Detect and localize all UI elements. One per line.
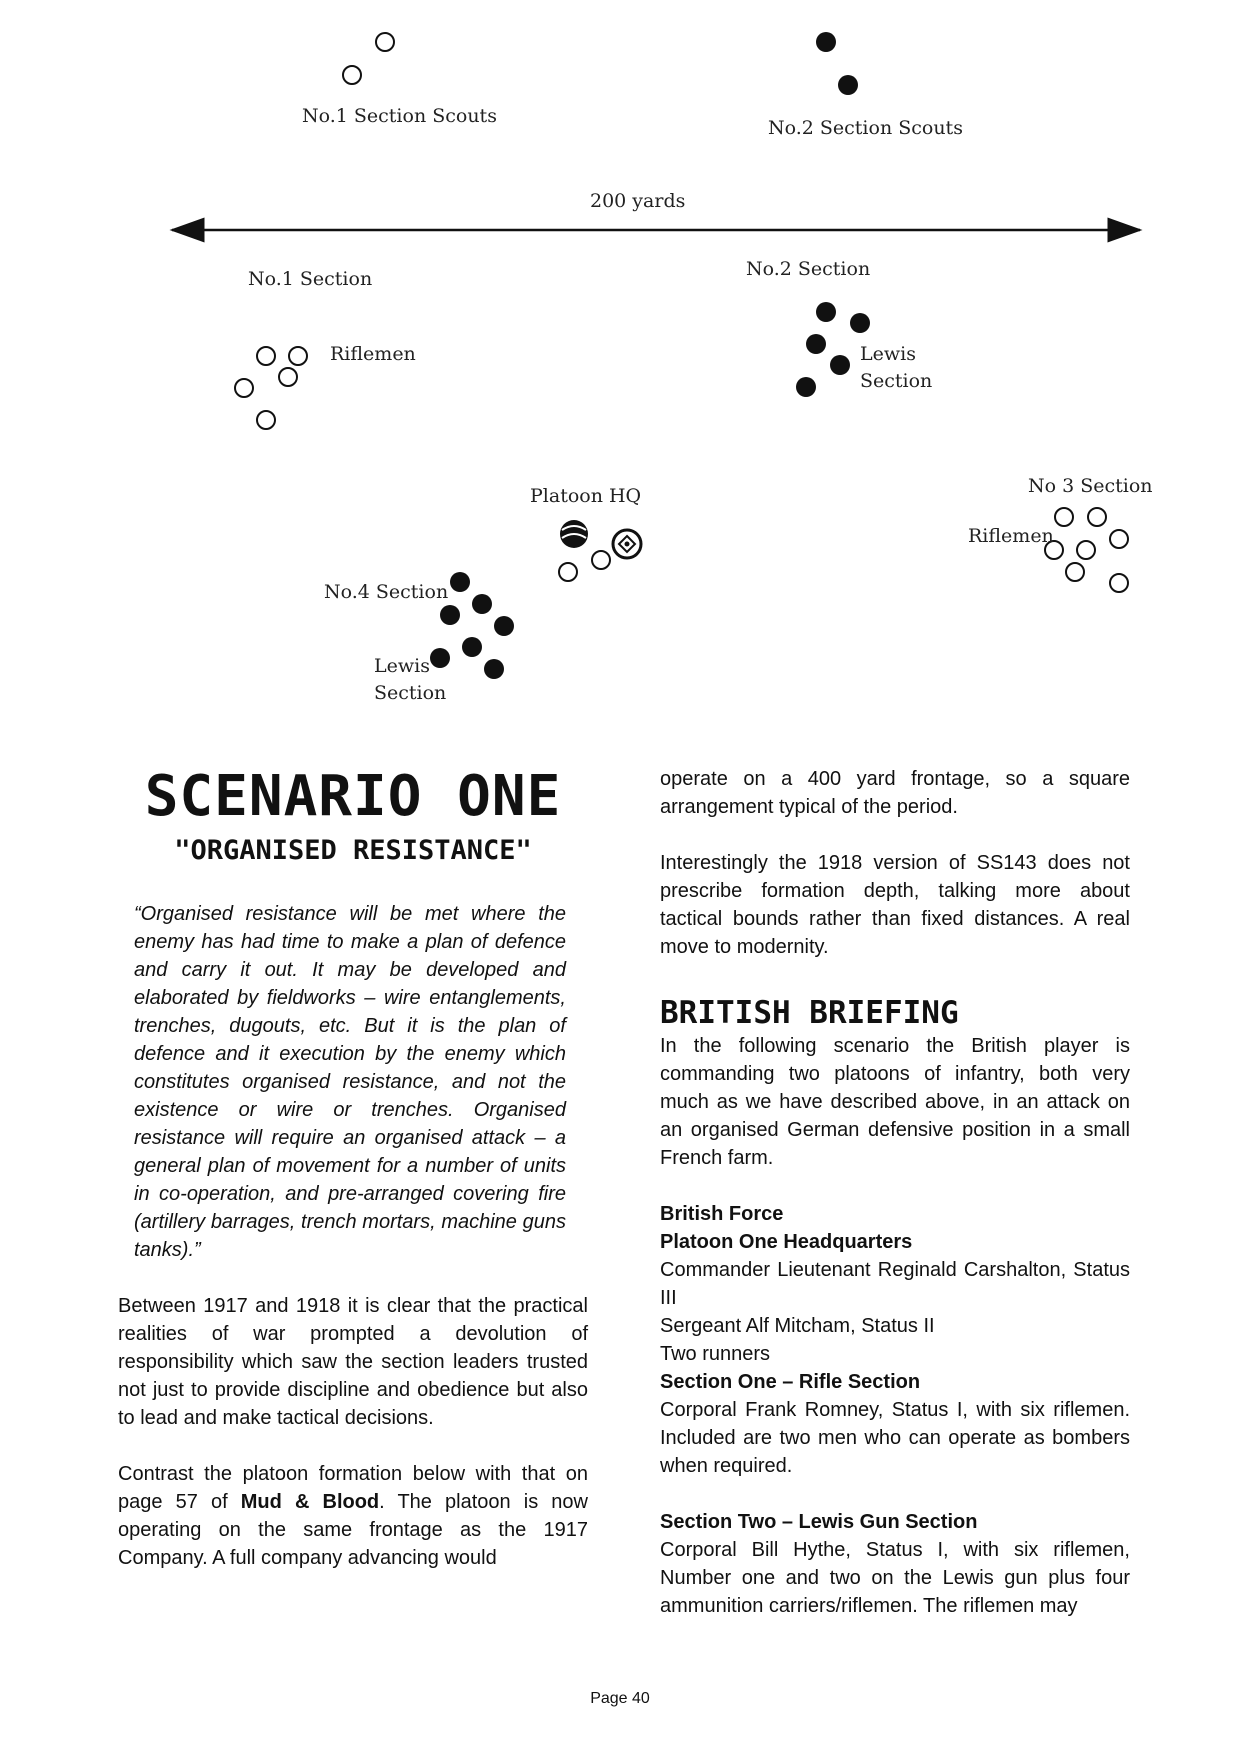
paragraph-text: . The platoon is now operating on the same frontage as the 1917 Company. A full company advancing would — [118, 1491, 588, 1570]
soldier-marker — [830, 355, 850, 375]
soldier-marker — [1077, 541, 1095, 559]
section-two-text: Corporal Bill Hythe, Status I, with six riflemen, Number one and two on the Lewis gun plus four ammunition carriers/riflemen. The riflemen may — [660, 1539, 1130, 1618]
soldier-marker — [343, 66, 361, 84]
soldier-marker — [494, 616, 514, 636]
sergeant-line: Sergeant Alf Mitcham, Status II — [660, 1315, 935, 1338]
soldier-marker — [559, 563, 577, 581]
force-title: British Force — [660, 1203, 784, 1226]
paragraph: Interestingly the 1918 version of SS143 does not prescribe formation depth, talking more about tactical bounds rather than fixed distances. A real move to modernity. — [660, 852, 1130, 958]
soldier-marker — [376, 33, 394, 51]
runners-line: Two runners — [660, 1343, 771, 1366]
soldier-marker — [472, 594, 492, 614]
soldier-marker — [806, 334, 826, 354]
scenario-title: SCENARIO ONE — [144, 764, 562, 829]
soldier-marker — [430, 648, 450, 668]
paragraph-text: Contrast the platoon formation below with that on page 57 of — [118, 1463, 588, 1514]
officer-marker — [560, 520, 588, 548]
soldier-marker — [440, 605, 460, 625]
riflemen1-label: Riflemen — [330, 343, 416, 365]
lewis-section-label: Lewis — [374, 655, 430, 677]
lewis-section-label: Lewis — [860, 343, 916, 365]
distance-label: 200 yards — [590, 190, 686, 212]
soldier-marker — [796, 377, 816, 397]
right-column — [660, 765, 1130, 1620]
soldier-marker — [838, 75, 858, 95]
paragraph: In the following scenario the British player is commanding two platoons of infantry, both very much as we have described above, in an attack on an organised German defensive position in a small French farm. — [660, 1035, 1130, 1170]
soldier-marker — [1088, 508, 1106, 526]
scouts2-label: No.2 Section Scouts — [768, 117, 963, 139]
riflemen3-label: Riflemen — [968, 525, 1054, 547]
soldier-marker — [816, 32, 836, 52]
soldier-marker — [1110, 574, 1128, 592]
soldier-marker — [257, 411, 275, 429]
soldier-marker — [592, 551, 610, 569]
section2-label: No.2 Section — [746, 258, 871, 280]
soldier-marker — [257, 347, 275, 365]
formation-graphic — [0, 0, 1240, 730]
command-marker — [613, 530, 641, 558]
soldier-marker — [279, 368, 297, 386]
platoon-formation-diagram — [0, 0, 1240, 730]
quote-block: “Organised resistance will be met where the enemy has had time to make a plan of defence and carry it out. It may be developed and elaborated by fieldworks – wire entanglements, trenches, dugouts, etc. But it is the plan of defence and it execution by the enemy which constitutes organised resistance, and not the existence or wire or trenches. Organised resistance will require an organised attack – a general plan of movement for a number of units in co-operation, and pre-arranged covering fire (artillery barrages, trench mortars, machine guns tanks).” — [134, 903, 566, 1262]
scenario-subtitle: "ORGANISED RESISTANCE" — [174, 835, 532, 867]
paragraph: Between 1917 and 1918 it is clear that the practical realities of war prompted a devolution of responsibility which saw the section leaders trusted not just to provide discipline and obedience but also to lead and make tactical decisions. — [118, 1295, 588, 1430]
lewis-section-label: Section — [374, 682, 447, 704]
paragraph: operate on a 400 yard frontage, so a square arrangement typical of the period. — [660, 768, 1130, 818]
section-one-title: Section One – Rifle Section — [660, 1371, 921, 1394]
left-column — [118, 765, 588, 1600]
book-title: Mud & Blood — [240, 1491, 380, 1514]
soldier-marker — [235, 379, 253, 397]
soldier-marker — [1110, 530, 1128, 548]
soldier-marker — [850, 313, 870, 333]
section1-label: No.1 Section — [248, 268, 373, 290]
lewis-section-label: Section — [860, 370, 933, 392]
paragraph — [118, 1460, 588, 1572]
section3-label: No 3 Section — [1028, 475, 1153, 497]
section-one-text: Corporal Frank Romney, Status I, with six riflemen. Included are two men who can operate as bombers when required. — [660, 1399, 1130, 1478]
hq-title: Platoon One Headquarters — [660, 1231, 913, 1254]
soldier-marker — [484, 659, 504, 679]
page-number: Page 40 — [590, 1690, 650, 1707]
soldier-marker — [462, 637, 482, 657]
platoon-hq-label: Platoon HQ — [530, 485, 642, 507]
section4-label: No.4 Section — [324, 581, 449, 603]
soldier-marker — [289, 347, 307, 365]
commander-line: Commander Lieutenant Reginald Carshalton, Status III — [660, 1259, 1130, 1310]
soldier-marker — [450, 572, 470, 592]
soldier-marker — [816, 302, 836, 322]
soldier-marker — [1055, 508, 1073, 526]
scouts1-label: No.1 Section Scouts — [302, 105, 497, 127]
soldier-marker — [1066, 563, 1084, 581]
section-two-title: Section Two – Lewis Gun Section — [660, 1511, 978, 1534]
briefing-heading: BRITISH BRIEFING — [660, 995, 959, 1031]
